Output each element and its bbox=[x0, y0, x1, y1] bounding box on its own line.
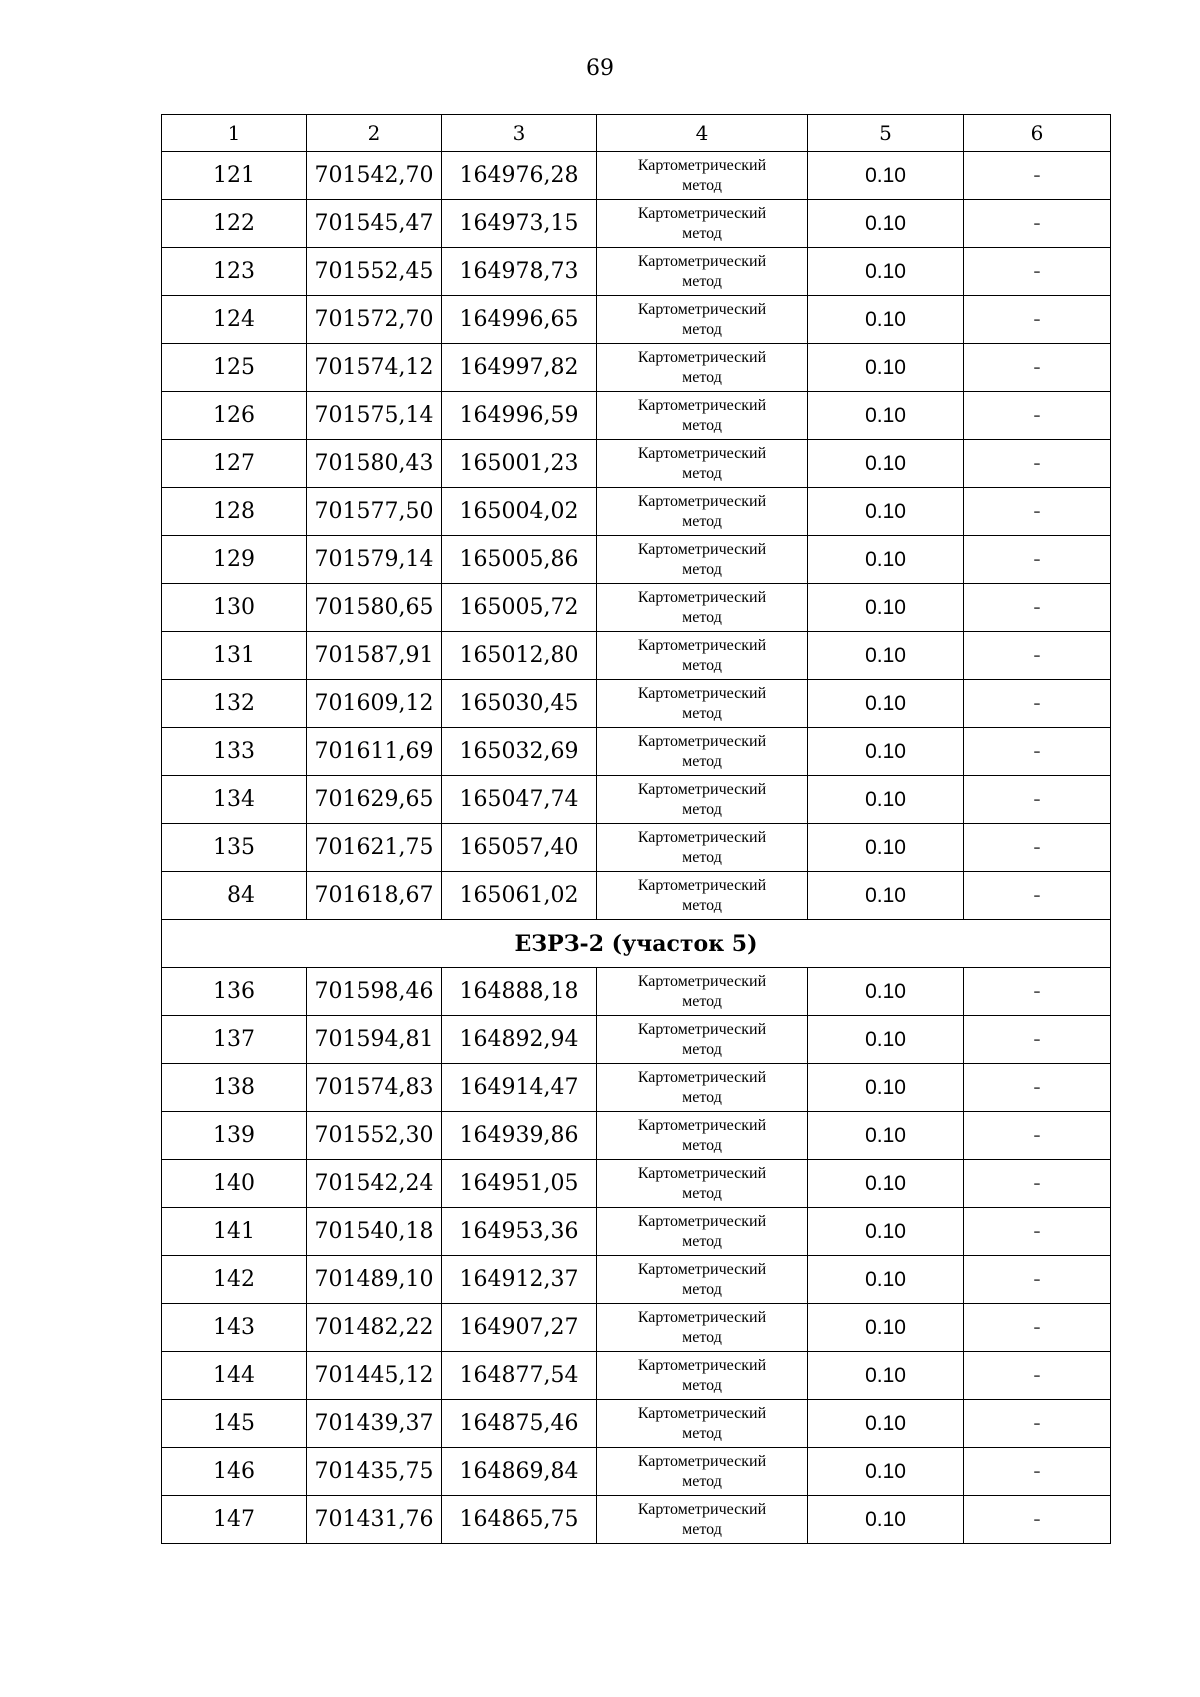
method-line-1: Картометрический bbox=[637, 1260, 767, 1278]
method-line-2: метод bbox=[682, 1280, 722, 1298]
note-value: - bbox=[964, 440, 1111, 488]
coordinate-y: 165047,74 bbox=[442, 776, 597, 824]
table-row bbox=[162, 680, 1111, 728]
method-line-2: метод bbox=[682, 1328, 722, 1346]
coordinate-x: 701609,12 bbox=[307, 680, 442, 728]
method-line-2: метод bbox=[682, 1376, 722, 1394]
method-line-2: метод bbox=[682, 704, 722, 722]
coordinate-x: 701542,24 bbox=[307, 1160, 442, 1208]
method-line-1: Картометрический bbox=[637, 876, 767, 894]
coordinate-y: 165030,45 bbox=[442, 680, 597, 728]
method-line-1: Картометрический bbox=[637, 1164, 767, 1182]
accuracy-value: 0.10 bbox=[808, 728, 964, 776]
method-line-2: метод bbox=[682, 1520, 722, 1538]
point-number: 144 bbox=[162, 1352, 307, 1400]
point-number: 129 bbox=[162, 536, 307, 584]
method-cell bbox=[597, 728, 808, 776]
method-line-2: метод bbox=[682, 224, 722, 242]
coordinate-x: 701545,47 bbox=[307, 200, 442, 248]
point-number: 127 bbox=[162, 440, 307, 488]
coordinate-y: 164978,73 bbox=[442, 248, 597, 296]
method-cell bbox=[597, 152, 808, 200]
coordinate-x: 701575,14 bbox=[307, 392, 442, 440]
note-value: - bbox=[964, 536, 1111, 584]
accuracy-value: 0.10 bbox=[808, 584, 964, 632]
point-number: 136 bbox=[162, 968, 307, 1016]
method-line-1: Картометрический bbox=[637, 540, 767, 558]
accuracy-value: 0.10 bbox=[808, 488, 964, 536]
method-line-1: Картометрический bbox=[637, 1500, 767, 1518]
method-line-2: метод bbox=[682, 656, 722, 674]
coordinate-y: 164976,28 bbox=[442, 152, 597, 200]
method-line-2: метод bbox=[682, 368, 722, 386]
method-cell bbox=[597, 296, 808, 344]
point-number: 138 bbox=[162, 1064, 307, 1112]
method-line-2: метод bbox=[682, 320, 722, 338]
coordinates-table bbox=[161, 114, 1111, 1544]
coordinate-x: 701439,37 bbox=[307, 1400, 442, 1448]
method-line-1: Картометрический bbox=[637, 1404, 767, 1422]
table-row bbox=[162, 1160, 1111, 1208]
note-value: - bbox=[964, 1208, 1111, 1256]
note-value: - bbox=[964, 1496, 1111, 1544]
method-cell bbox=[597, 1448, 808, 1496]
coordinate-y: 164997,82 bbox=[442, 344, 597, 392]
table-row bbox=[162, 440, 1111, 488]
method-cell bbox=[597, 1064, 808, 1112]
coordinate-y: 164877,54 bbox=[442, 1352, 597, 1400]
method-line-2: метод bbox=[682, 272, 722, 290]
method-line-1: Картометрический bbox=[637, 1116, 767, 1134]
note-value: - bbox=[964, 1160, 1111, 1208]
note-value: - bbox=[964, 392, 1111, 440]
method-cell bbox=[597, 536, 808, 584]
accuracy-value: 0.10 bbox=[808, 392, 964, 440]
accuracy-value: 0.10 bbox=[808, 200, 964, 248]
accuracy-value: 0.10 bbox=[808, 440, 964, 488]
method-line-2: метод bbox=[682, 992, 722, 1010]
method-line-2: метод bbox=[682, 1424, 722, 1442]
coordinate-y: 165061,02 bbox=[442, 872, 597, 920]
method-cell bbox=[597, 344, 808, 392]
note-value: - bbox=[964, 968, 1111, 1016]
table-row bbox=[162, 344, 1111, 392]
table-row bbox=[162, 1112, 1111, 1160]
table-row bbox=[162, 872, 1111, 920]
method-line-1: Картометрический bbox=[637, 684, 767, 702]
table-row bbox=[162, 776, 1111, 824]
method-cell bbox=[597, 584, 808, 632]
method-cell bbox=[597, 1256, 808, 1304]
method-cell bbox=[597, 1016, 808, 1064]
method-cell bbox=[597, 680, 808, 728]
accuracy-value: 0.10 bbox=[808, 1160, 964, 1208]
accuracy-value: 0.10 bbox=[808, 152, 964, 200]
note-value: - bbox=[964, 1448, 1111, 1496]
coordinate-x: 701587,91 bbox=[307, 632, 442, 680]
method-line-2: метод bbox=[682, 416, 722, 434]
point-number: 140 bbox=[162, 1160, 307, 1208]
note-value: - bbox=[964, 1400, 1111, 1448]
method-cell bbox=[597, 1304, 808, 1352]
method-line-1: Картометрический bbox=[637, 1068, 767, 1086]
note-value: - bbox=[964, 680, 1111, 728]
method-line-1: Картометрический bbox=[637, 780, 767, 798]
method-line-2: метод bbox=[682, 512, 722, 530]
table-row bbox=[162, 1064, 1111, 1112]
coordinate-x: 701542,70 bbox=[307, 152, 442, 200]
method-line-1: Картометрический bbox=[637, 828, 767, 846]
method-line-1: Картометрический bbox=[637, 1356, 767, 1374]
table-row bbox=[162, 392, 1111, 440]
column-header: 6 bbox=[964, 115, 1111, 152]
method-cell bbox=[597, 488, 808, 536]
table-row bbox=[162, 632, 1111, 680]
accuracy-value: 0.10 bbox=[808, 632, 964, 680]
column-header: 4 bbox=[597, 115, 808, 152]
accuracy-value: 0.10 bbox=[808, 1064, 964, 1112]
table-row bbox=[162, 1400, 1111, 1448]
note-value: - bbox=[964, 1352, 1111, 1400]
note-value: - bbox=[964, 872, 1111, 920]
coordinate-x: 701552,30 bbox=[307, 1112, 442, 1160]
coordinate-y: 164996,65 bbox=[442, 296, 597, 344]
point-number: 142 bbox=[162, 1256, 307, 1304]
point-number: 128 bbox=[162, 488, 307, 536]
method-cell bbox=[597, 248, 808, 296]
coordinate-y: 164907,27 bbox=[442, 1304, 597, 1352]
method-line-1: Картометрический bbox=[637, 1452, 767, 1470]
method-cell bbox=[597, 1352, 808, 1400]
note-value: - bbox=[964, 152, 1111, 200]
accuracy-value: 0.10 bbox=[808, 872, 964, 920]
method-line-1: Картометрический bbox=[637, 300, 767, 318]
point-number: 121 bbox=[162, 152, 307, 200]
accuracy-value: 0.10 bbox=[808, 1112, 964, 1160]
coordinate-y: 164888,18 bbox=[442, 968, 597, 1016]
note-value: - bbox=[964, 1304, 1111, 1352]
method-cell bbox=[597, 440, 808, 488]
method-cell bbox=[597, 1112, 808, 1160]
point-number: 139 bbox=[162, 1112, 307, 1160]
coordinate-x: 701552,45 bbox=[307, 248, 442, 296]
note-value: - bbox=[964, 200, 1111, 248]
method-line-2: метод bbox=[682, 176, 722, 194]
coordinate-x: 701611,69 bbox=[307, 728, 442, 776]
section-title: ЕЗРЗ-2 (участок 5) bbox=[162, 920, 1111, 968]
method-line-2: метод bbox=[682, 752, 722, 770]
coordinate-y: 164865,75 bbox=[442, 1496, 597, 1544]
coordinate-y: 165057,40 bbox=[442, 824, 597, 872]
method-line-2: метод bbox=[682, 848, 722, 866]
method-line-1: Картометрический bbox=[637, 156, 767, 174]
method-cell bbox=[597, 632, 808, 680]
note-value: - bbox=[964, 1016, 1111, 1064]
coordinate-x: 701577,50 bbox=[307, 488, 442, 536]
point-number: 135 bbox=[162, 824, 307, 872]
method-cell bbox=[597, 1208, 808, 1256]
accuracy-value: 0.10 bbox=[808, 1496, 964, 1544]
method-line-2: метод bbox=[682, 1472, 722, 1490]
coordinate-y: 164892,94 bbox=[442, 1016, 597, 1064]
accuracy-value: 0.10 bbox=[808, 1400, 964, 1448]
note-value: - bbox=[964, 776, 1111, 824]
coordinate-x: 701621,75 bbox=[307, 824, 442, 872]
coordinate-y: 165005,72 bbox=[442, 584, 597, 632]
table-row bbox=[162, 1304, 1111, 1352]
method-line-1: Картометрический bbox=[637, 588, 767, 606]
accuracy-value: 0.10 bbox=[808, 536, 964, 584]
method-line-1: Картометрический bbox=[637, 636, 767, 654]
table-row bbox=[162, 728, 1111, 776]
point-number: 137 bbox=[162, 1016, 307, 1064]
method-line-2: метод bbox=[682, 1184, 722, 1202]
accuracy-value: 0.10 bbox=[808, 680, 964, 728]
method-line-1: Картометрический bbox=[637, 444, 767, 462]
method-line-1: Картометрический bbox=[637, 972, 767, 990]
table-row bbox=[162, 152, 1111, 200]
coordinate-y: 164912,37 bbox=[442, 1256, 597, 1304]
coordinate-x: 701574,83 bbox=[307, 1064, 442, 1112]
method-line-2: метод bbox=[682, 1088, 722, 1106]
method-line-1: Картометрический bbox=[637, 492, 767, 510]
coordinate-y: 165032,69 bbox=[442, 728, 597, 776]
table-row bbox=[162, 1496, 1111, 1544]
note-value: - bbox=[964, 1256, 1111, 1304]
coordinate-y: 165001,23 bbox=[442, 440, 597, 488]
coordinate-x: 701482,22 bbox=[307, 1304, 442, 1352]
coordinate-y: 164914,47 bbox=[442, 1064, 597, 1112]
point-number: 146 bbox=[162, 1448, 307, 1496]
coordinate-x: 701580,65 bbox=[307, 584, 442, 632]
note-value: - bbox=[964, 632, 1111, 680]
method-cell bbox=[597, 824, 808, 872]
coordinate-y: 164973,15 bbox=[442, 200, 597, 248]
method-line-2: метод bbox=[682, 1136, 722, 1154]
point-number: 133 bbox=[162, 728, 307, 776]
point-number: 145 bbox=[162, 1400, 307, 1448]
accuracy-value: 0.10 bbox=[808, 1016, 964, 1064]
table-row bbox=[162, 1256, 1111, 1304]
coordinate-x: 701540,18 bbox=[307, 1208, 442, 1256]
method-cell bbox=[597, 392, 808, 440]
accuracy-value: 0.10 bbox=[808, 1304, 964, 1352]
table-header-row bbox=[162, 115, 1111, 152]
method-line-2: метод bbox=[682, 800, 722, 818]
accuracy-value: 0.10 bbox=[808, 1256, 964, 1304]
table-row bbox=[162, 824, 1111, 872]
coordinate-y: 164875,46 bbox=[442, 1400, 597, 1448]
point-number: 122 bbox=[162, 200, 307, 248]
method-line-1: Картометрический bbox=[637, 396, 767, 414]
section-title-row bbox=[162, 920, 1111, 968]
accuracy-value: 0.10 bbox=[808, 248, 964, 296]
note-value: - bbox=[964, 296, 1111, 344]
method-line-2: метод bbox=[682, 464, 722, 482]
method-cell bbox=[597, 1160, 808, 1208]
column-header: 1 bbox=[162, 115, 307, 152]
method-line-1: Картометрический bbox=[637, 348, 767, 366]
coordinate-x: 701431,76 bbox=[307, 1496, 442, 1544]
point-number: 143 bbox=[162, 1304, 307, 1352]
accuracy-value: 0.10 bbox=[808, 1448, 964, 1496]
method-line-2: метод bbox=[682, 1232, 722, 1250]
table-row bbox=[162, 1448, 1111, 1496]
page-number: 69 bbox=[586, 56, 614, 81]
accuracy-value: 0.10 bbox=[808, 1208, 964, 1256]
note-value: - bbox=[964, 248, 1111, 296]
method-line-1: Картометрический bbox=[637, 252, 767, 270]
method-line-1: Картометрический bbox=[637, 204, 767, 222]
method-line-1: Картометрический bbox=[637, 1212, 767, 1230]
coordinate-y: 164953,36 bbox=[442, 1208, 597, 1256]
column-header: 2 bbox=[307, 115, 442, 152]
point-number: 130 bbox=[162, 584, 307, 632]
note-value: - bbox=[964, 824, 1111, 872]
note-value: - bbox=[964, 1112, 1111, 1160]
coordinate-x: 701489,10 bbox=[307, 1256, 442, 1304]
accuracy-value: 0.10 bbox=[808, 296, 964, 344]
accuracy-value: 0.10 bbox=[808, 344, 964, 392]
method-line-2: метод bbox=[682, 896, 722, 914]
method-cell bbox=[597, 1400, 808, 1448]
table-row bbox=[162, 1016, 1111, 1064]
note-value: - bbox=[964, 344, 1111, 392]
point-number: 125 bbox=[162, 344, 307, 392]
table-row bbox=[162, 536, 1111, 584]
method-line-2: метод bbox=[682, 608, 722, 626]
coordinate-y: 164996,59 bbox=[442, 392, 597, 440]
table-row bbox=[162, 584, 1111, 632]
coordinate-x: 701572,70 bbox=[307, 296, 442, 344]
column-header: 5 bbox=[808, 115, 964, 152]
method-line-1: Картометрический bbox=[637, 1308, 767, 1326]
table-row bbox=[162, 248, 1111, 296]
note-value: - bbox=[964, 1064, 1111, 1112]
point-number: 134 bbox=[162, 776, 307, 824]
table-row bbox=[162, 968, 1111, 1016]
table-row bbox=[162, 1352, 1111, 1400]
table-row bbox=[162, 296, 1111, 344]
table-row bbox=[162, 1208, 1111, 1256]
point-number: 126 bbox=[162, 392, 307, 440]
coordinate-x: 701594,81 bbox=[307, 1016, 442, 1064]
coordinate-y: 164869,84 bbox=[442, 1448, 597, 1496]
accuracy-value: 0.10 bbox=[808, 776, 964, 824]
point-number: 141 bbox=[162, 1208, 307, 1256]
coordinate-y: 165012,80 bbox=[442, 632, 597, 680]
point-number: 131 bbox=[162, 632, 307, 680]
coordinate-x: 701598,46 bbox=[307, 968, 442, 1016]
coordinate-y: 165005,86 bbox=[442, 536, 597, 584]
coordinate-y: 164951,05 bbox=[442, 1160, 597, 1208]
accuracy-value: 0.10 bbox=[808, 824, 964, 872]
point-number: 84 bbox=[162, 872, 307, 920]
accuracy-value: 0.10 bbox=[808, 1352, 964, 1400]
coordinate-x: 701574,12 bbox=[307, 344, 442, 392]
method-cell bbox=[597, 200, 808, 248]
coordinate-x: 701618,67 bbox=[307, 872, 442, 920]
coordinate-x: 701445,12 bbox=[307, 1352, 442, 1400]
method-cell bbox=[597, 968, 808, 1016]
method-cell bbox=[597, 776, 808, 824]
point-number: 123 bbox=[162, 248, 307, 296]
method-cell bbox=[597, 872, 808, 920]
note-value: - bbox=[964, 584, 1111, 632]
method-line-2: метод bbox=[682, 560, 722, 578]
method-line-2: метод bbox=[682, 1040, 722, 1058]
method-line-1: Картометрический bbox=[637, 1020, 767, 1038]
coordinate-y: 165004,02 bbox=[442, 488, 597, 536]
coordinate-x: 701435,75 bbox=[307, 1448, 442, 1496]
column-header: 3 bbox=[442, 115, 597, 152]
coordinate-y: 164939,86 bbox=[442, 1112, 597, 1160]
coordinate-x: 701579,14 bbox=[307, 536, 442, 584]
note-value: - bbox=[964, 488, 1111, 536]
coordinate-x: 701580,43 bbox=[307, 440, 442, 488]
method-line-1: Картометрический bbox=[637, 732, 767, 750]
note-value: - bbox=[964, 728, 1111, 776]
point-number: 147 bbox=[162, 1496, 307, 1544]
table-row bbox=[162, 488, 1111, 536]
table-row bbox=[162, 200, 1111, 248]
accuracy-value: 0.10 bbox=[808, 968, 964, 1016]
coordinate-x: 701629,65 bbox=[307, 776, 442, 824]
point-number: 124 bbox=[162, 296, 307, 344]
point-number: 132 bbox=[162, 680, 307, 728]
method-cell bbox=[597, 1496, 808, 1544]
